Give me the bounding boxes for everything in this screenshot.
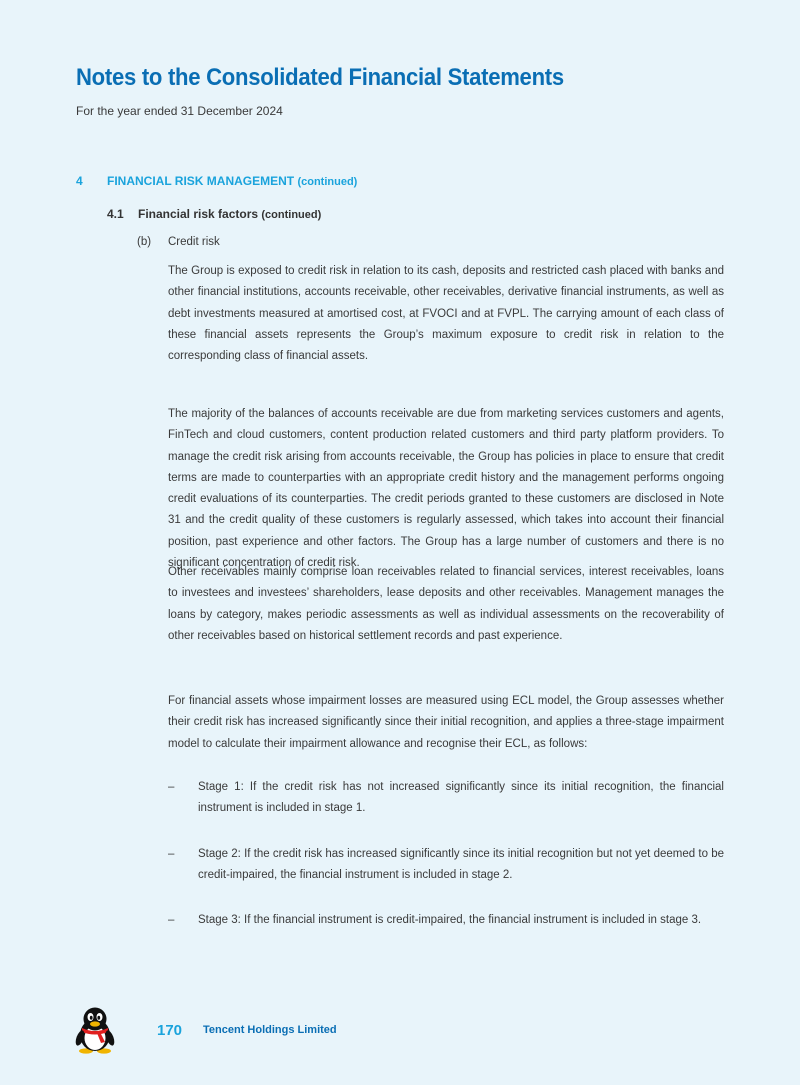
paragraph: Other receivables mainly comprise loan receivables related to financial services, interest receivables, loans to investees and investees’ shareholders, lease deposits and other receivables. Management manages the loans by category, makes periodic assessments as well as individual assessments on the recoverability of other receivables based on historical settlement records and past experience. xyxy=(168,566,724,642)
bullet-item xyxy=(168,844,724,887)
paragraph: The majority of the balances of accounts receivable are due from marketing services customers and agents, FinTech and cloud customers, content production related customers and third party platform providers. To manage the credit risk arising from accounts receivable, the Group has policies in place to ensure that credit terms are made to counterparties with an appropriate credit history and the management performs ongoing credit evaluations of its counterparties. The credit periods granted to these customers are disclosed in Note 31 and the credit quality of these customers is regularly assessed, which takes into account their financial position, past experience and other factors. The Group has a large number of customers and there is no significant concentration of credit risk. xyxy=(168,408,724,570)
subsection-title: Financial risk factors xyxy=(138,207,259,221)
bullet-dash: – xyxy=(168,781,175,793)
page-number: 170 xyxy=(157,1022,183,1039)
company-name: Tencent Holdings Limited xyxy=(203,1024,337,1036)
bullet-text: Stage 3: If the financial instrument is credit-impaired, the financial instrument is included in stage 3. xyxy=(198,914,702,926)
bullet-item xyxy=(168,910,724,931)
subsection-heading xyxy=(138,207,321,221)
page-title: Notes to the Consolidated Financial Statements xyxy=(76,64,564,91)
page-subtitle: For the year ended 31 December 2024 xyxy=(76,104,283,118)
bullet-dash: – xyxy=(168,914,175,926)
subsection-number: 4.1 xyxy=(107,207,124,221)
penguin-logo-icon xyxy=(74,1006,116,1054)
section-continued: (continued) xyxy=(297,176,358,188)
bullet-item xyxy=(168,777,724,820)
section-heading xyxy=(107,174,357,188)
bullet-dash: – xyxy=(168,848,175,860)
paragraph: For financial assets whose impairment losses are measured using ECL model, the Group assesses whether their credit risk has increased significantly since their initial recognition, and applies a three-stage impairment model to calculate their impairment allowance and recognise their ECL, as follows: xyxy=(168,695,724,750)
bullet-text: Stage 1: If the credit risk has not increased significantly since its initial recognition, the financial instrument is included in stage 1. xyxy=(198,781,724,815)
item-title: Credit risk xyxy=(168,236,220,248)
subsection-continued: (continued) xyxy=(261,209,322,221)
section-number: 4 xyxy=(76,174,83,188)
item-letter: (b) xyxy=(137,236,152,248)
bullet-text: Stage 2: If the credit risk has increased significantly since its initial recognition but not yet deemed to be credit-impaired, the financial instrument is included in stage 2. xyxy=(198,848,724,882)
section-title: FINANCIAL RISK MANAGEMENT xyxy=(107,174,295,188)
paragraph: The Group is exposed to credit risk in relation to its cash, deposits and restricted cash placed with banks and other financial institutions, accounts receivable, other receivables, derivative financial instruments, as well as debt investments measured at amortised cost, at FVOCI and at FVPL. The carrying amount of each class of these financial assets represents the Group’s maximum exposure to credit risk in relation to the corresponding class of financial assets. xyxy=(168,265,724,363)
